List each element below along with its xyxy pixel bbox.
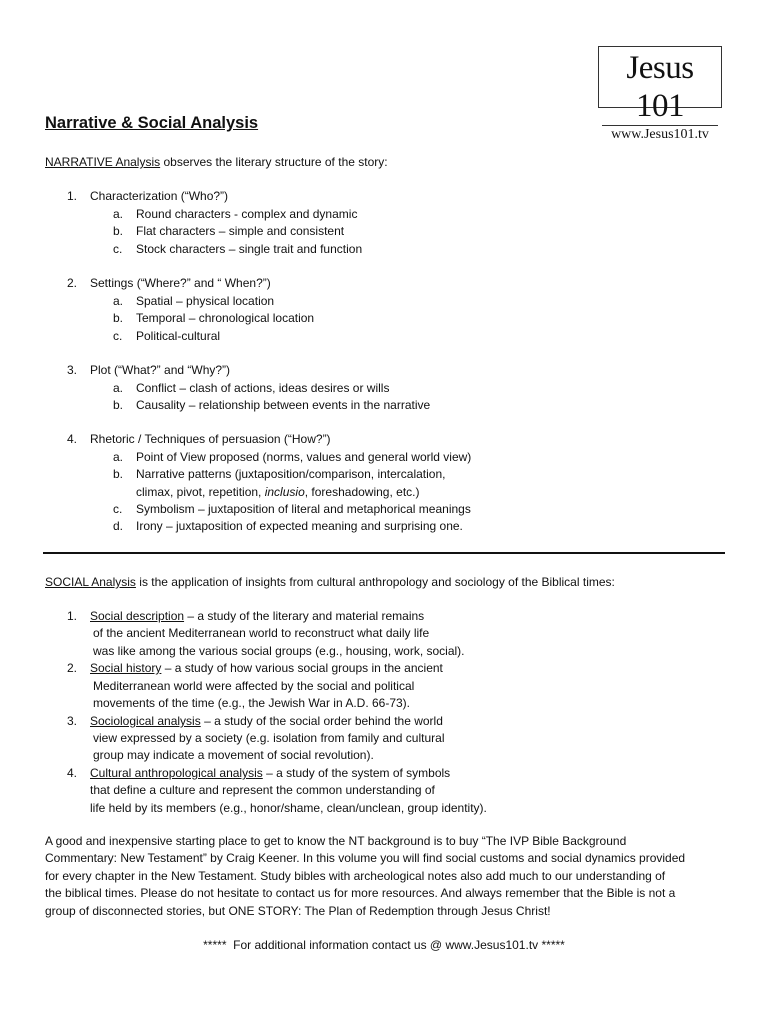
social-item-continuation	[0, 747, 768, 764]
item-heading: Rhetoric / Techniques of persuasion (“How?”)	[90, 432, 331, 446]
subitem-letter: a.	[113, 381, 124, 395]
social-item	[0, 765, 768, 782]
social-item	[0, 608, 768, 625]
narrative-subitem	[0, 293, 768, 310]
subitem-text: Stock characters – single trait and function	[136, 242, 363, 256]
narrative-subitem	[0, 223, 768, 240]
item-line: view expressed by a society (e.g. isolation from family and cultural	[93, 731, 445, 745]
item-text	[90, 765, 450, 782]
item-term: Sociological analysis	[90, 714, 201, 728]
social-item	[0, 713, 768, 730]
narrative-intro	[45, 154, 388, 171]
subitem-text-italic: inclusio	[264, 485, 305, 499]
item-line: of the ancient Mediterranean world to reconstruct what daily life	[93, 626, 430, 640]
item-number: 3.	[67, 363, 78, 377]
narrative-subitem	[0, 328, 768, 345]
narrative-item	[0, 431, 768, 448]
closing-line: Commentary: New Testament” by Craig Keener. In this volume you will find social customs and social dynamics provided	[45, 851, 686, 866]
social-item-continuation	[0, 625, 768, 642]
social-intro-term: SOCIAL Analysis	[45, 575, 136, 589]
social-intro-text: is the application of insights from cultural anthropology and sociology of the Biblical times:	[135, 575, 615, 589]
page-title: Narrative & Social Analysis	[45, 114, 259, 132]
item-term: Social history	[90, 661, 162, 675]
item-text	[90, 608, 424, 625]
item-number: 4.	[67, 432, 78, 446]
closing-line: for every chapter in the New Testament. Study bibles with archeological notes also add much to our understanding of	[45, 868, 666, 883]
social-item	[0, 660, 768, 677]
subitem-letter: b.	[113, 398, 124, 412]
narrative-subitem	[0, 380, 768, 397]
narrative-subitem	[0, 466, 768, 483]
subitem-letter: a.	[113, 294, 124, 308]
item-line: movements of the time (e.g., the Jewish War in A.D. 66-73).	[93, 696, 411, 710]
item-heading: Settings (“Where?” and “ When?”)	[90, 276, 271, 290]
subitem-letter: c.	[113, 329, 123, 343]
narrative-item	[0, 188, 768, 205]
item-text	[90, 713, 443, 730]
closing-line: A good and inexpensive starting place to get to know the NT background is to buy “The IVP Bible Background	[45, 834, 627, 848]
subitem-text	[136, 484, 419, 501]
jesus101-logo	[598, 46, 722, 142]
subitem-text-part: climax, pivot, repetition,	[136, 485, 265, 499]
narrative-intro-text: observes the literary structure of the story:	[160, 155, 388, 169]
subitem-letter: b.	[113, 311, 124, 325]
item-line: – a study of the system of symbols	[262, 766, 451, 780]
logo-url: www.Jesus101.tv	[611, 127, 709, 142]
subitem-letter: c.	[113, 242, 123, 256]
item-term: Cultural anthropological analysis	[90, 766, 263, 780]
subitem-letter: d.	[113, 519, 124, 533]
subitem-text: Point of View proposed (norms, values and general world view)	[136, 450, 472, 464]
narrative-intro-term: NARRATIVE Analysis	[45, 155, 161, 169]
social-item-continuation	[0, 678, 768, 695]
social-item-continuation	[0, 800, 768, 817]
narrative-subitem	[0, 206, 768, 223]
subitem-text: Causality – relationship between events in the narrative	[136, 398, 431, 412]
logo-wordmark: Jesus 101	[626, 50, 694, 124]
subitem-letter: b.	[113, 467, 124, 481]
item-text	[90, 660, 443, 677]
social-intro	[45, 574, 615, 591]
closing-line: the biblical times. Please do not hesitate to contact us for more resources. And always remember that the Bible is not a	[45, 886, 676, 901]
item-line: group may indicate a movement of social revolution).	[93, 748, 374, 762]
closing-line: group of disconnected stories, but ONE STORY: The Plan of Redemption through Jesus Christ!	[45, 903, 551, 918]
item-line: – a study of the social order behind the world	[200, 714, 443, 728]
subitem-text: Political-cultural	[136, 329, 221, 343]
subitem-text: Temporal – chronological location	[136, 311, 315, 325]
narrative-subitem	[0, 241, 768, 258]
narrative-item	[0, 275, 768, 292]
item-line: that define a culture and represent the common understanding of	[90, 783, 435, 797]
narrative-subitem-continuation	[0, 484, 768, 501]
item-line: – a study of how various social groups in the ancient	[161, 661, 443, 675]
social-item-continuation	[0, 695, 768, 712]
subitem-text: Flat characters – simple and consistent	[136, 224, 345, 238]
narrative-subitem	[0, 310, 768, 327]
social-item-continuation	[0, 643, 768, 660]
narrative-subitem	[0, 449, 768, 466]
narrative-subitem	[0, 501, 768, 518]
item-line: was like among the various social groups (e.g., housing, work, social).	[93, 644, 465, 658]
subitem-text: Spatial – physical location	[136, 294, 275, 308]
subitem-letter: c.	[113, 502, 123, 516]
narrative-item	[0, 362, 768, 379]
social-item-continuation	[0, 782, 768, 799]
subitem-text: Narrative patterns (juxtaposition/comparison, intercalation,	[136, 467, 446, 481]
subitem-text: Symbolism – juxtaposition of literal and metaphorical meanings	[136, 502, 471, 516]
item-number: 1.	[67, 189, 78, 203]
item-number: 1.	[67, 609, 78, 623]
section-divider	[43, 552, 725, 554]
contact-footer: ***** For additional information contact us @ www.Jesus101.tv *****	[203, 938, 565, 952]
item-term: Social description	[90, 609, 185, 623]
narrative-subitem	[0, 518, 768, 535]
subitem-letter: a.	[113, 207, 124, 221]
item-line: – a study of the literary and material remains	[184, 609, 425, 623]
item-heading: Plot (“What?” and “Why?”)	[90, 363, 231, 377]
subitem-letter: b.	[113, 224, 124, 238]
subitem-text: Conflict – clash of actions, ideas desires or wills	[136, 381, 390, 395]
item-number: 2.	[67, 661, 78, 675]
closing-paragraph	[45, 833, 735, 920]
item-number: 2.	[67, 276, 78, 290]
item-number: 4.	[67, 766, 78, 780]
item-line: life held by its members (e.g., honor/shame, clean/unclean, group identity).	[90, 801, 487, 815]
item-line: Mediterranean world were affected by the social and political	[93, 679, 415, 693]
narrative-subitem	[0, 397, 768, 414]
item-heading: Characterization (“Who?”)	[90, 189, 229, 203]
subitem-text: Irony – juxtaposition of expected meaning and surprising one.	[136, 519, 463, 533]
social-item-continuation	[0, 730, 768, 747]
subitem-letter: a.	[113, 450, 124, 464]
subitem-text: Round characters - complex and dynamic	[136, 207, 358, 221]
item-number: 3.	[67, 714, 78, 728]
subitem-text-part: , foreshadowing, etc.)	[304, 485, 420, 499]
